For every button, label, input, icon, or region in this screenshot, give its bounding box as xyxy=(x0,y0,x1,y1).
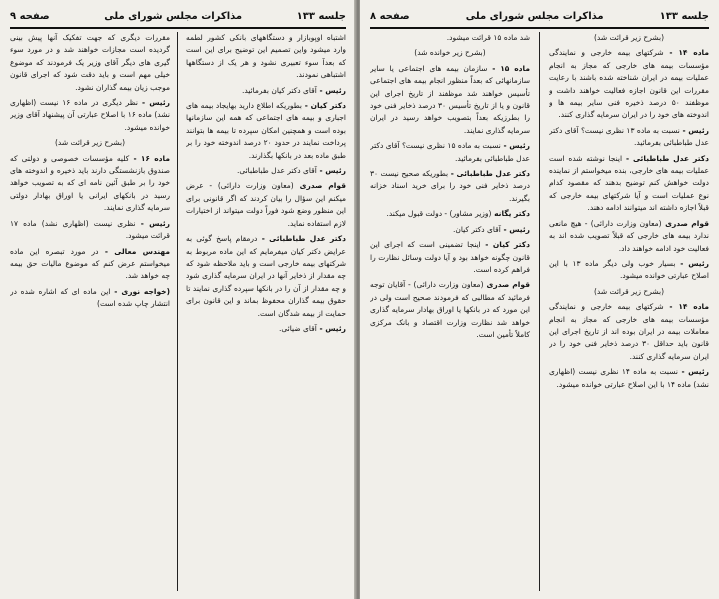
paragraph-text: آقای دکتر عدل طباطبائی. xyxy=(236,166,317,176)
reading-note xyxy=(549,32,709,44)
paragraph xyxy=(186,100,346,162)
paragraph xyxy=(10,97,170,134)
page-number: صفحه ۸ xyxy=(370,10,410,22)
paragraph xyxy=(549,125,709,150)
paragraph-text: نسبت به ماده ۱۳ نظری نیست؟ آقای دکتر عدل طباطبائی بفرمائید. xyxy=(549,125,709,148)
paragraph xyxy=(186,180,346,230)
paragraph xyxy=(186,233,346,320)
paragraph-text: (معاون وزارت دارائی) - هیچ مانعی ندارد بیمه های خارجی که قبلاً تصویب شده اند به فعالیت خود ادامه خواهند داد. xyxy=(549,218,709,253)
column-divider xyxy=(177,32,178,591)
speaker-name: رئیس - xyxy=(675,258,709,268)
paragraph xyxy=(370,168,530,205)
speaker-name: رئیس - xyxy=(500,141,530,151)
paragraph xyxy=(549,258,709,283)
paragraph xyxy=(370,140,530,165)
text-column-right xyxy=(186,32,346,593)
paragraph xyxy=(186,323,346,335)
session-label: جلسه ۱۳۳ xyxy=(296,10,346,22)
paragraph xyxy=(549,47,709,121)
paragraph xyxy=(10,246,170,283)
page-header xyxy=(10,6,346,26)
speaker-name: رئیس - xyxy=(316,323,346,333)
column-divider xyxy=(539,32,540,591)
paragraph-text: اینجا نوشته شده است عملیات بیمه های خارجی، بنده میخواستم از نماینده دولت خواهش کنم توضیح بدهند که مقصود کدام نوع عملیات است و آیا شرکتهای بیمه خارجی که قبلاً اجازه داشته اند میتوانند ادامه دهند. xyxy=(549,153,709,213)
paragraph-text: آقای دکتر کیان بفرمائید. xyxy=(241,85,317,95)
paragraph-text: مقررات دیگری که جهت تفکیک آنها پیش بینی گردیده است مجازات خواهند شد و در مورد سوء گیری های دیگر آقای وزیر یک فرمودند که موضوع خیلی مهم است و باید دقت شود که اجرای قانون موجب زیان بیمه گذاران نشود. xyxy=(10,33,170,92)
paragraph xyxy=(549,301,709,363)
speaker-name: (خواجه نوری - xyxy=(110,286,170,296)
page-header xyxy=(370,6,709,26)
speaker-name: ماده ۱۶ - xyxy=(129,153,170,163)
speaker-name: ماده ۱۴ - xyxy=(663,48,709,58)
paragraph-text: بسیار خوب ولی دیگر ماده ۱۳ با این اصلاح عبارتی خوانده میشود. xyxy=(549,258,709,281)
paragraph xyxy=(370,208,530,220)
paragraph-text: اینجا تضمینی است که اجرای این قانون چگونه خواهد بود و آیا دولت وسائل نظارت را فراهم کرده است. xyxy=(370,240,530,274)
speaker-name: رئیس - xyxy=(135,218,170,228)
speaker-name: دکتر کیان - xyxy=(480,240,530,250)
page-left xyxy=(0,0,356,599)
text-column-right xyxy=(549,32,709,593)
reading-note xyxy=(370,47,530,59)
paragraph xyxy=(370,239,530,276)
page-title: مذاکرات مجلس شورای ملی xyxy=(465,10,604,22)
paragraph xyxy=(549,153,709,215)
speaker-name: دکتر عدل طباطبائی - xyxy=(257,234,346,244)
paragraph xyxy=(549,218,709,255)
paragraph xyxy=(186,32,346,82)
paragraph-text: (معاون وزارت دارائی) - آقایان توجه فرمائید که مطالبی که فرمودند صحیح است ولی در این مورد که در بانکها یا اوراق بهادار سرمایه گذاری خواهد شد نظارت وزارت اقتصاد و بانک مرکزی کاملاً تأمین است. xyxy=(370,280,530,339)
paragraph-text: شرکتهای بیمه خارجی و نمایندگی مؤسسات بیمه های خارجی که مجاز به انجام معاملات بیمه در ایران بوده اند از تاریخ اجرای این قانون باید حداقل ۳۰ درصد ذخایر فنی خود را در ایران سرمایه گذاری کنند. xyxy=(549,302,709,361)
paragraph-text: کلیه مؤسسات خصوصی و دولتی که صندوق بازنشستگی دارند باید ذخیره و اندوخته های خود را بر طبق آئین نامه ای که به تصویب خواهد رسید در بانکهای ایرانی یا اوراق بهادار دولتی سرمایه گذاری نمایند. xyxy=(10,153,170,213)
paragraph-text: آقای دکتر کیان. xyxy=(452,224,501,234)
speaker-name: قوام صدری xyxy=(293,181,346,191)
paragraph xyxy=(370,224,530,236)
speaker-name: ماده ۱۴ - xyxy=(663,302,709,312)
speaker-name: مهندس معالی - xyxy=(98,246,170,256)
page-right xyxy=(360,0,719,599)
paragraph xyxy=(549,366,709,391)
session-label: جلسه ۱۳۳ xyxy=(659,10,709,22)
paragraph xyxy=(370,32,530,44)
paragraph-text: (معاون وزارت دارائی) - عرض میکنم این سؤال را بیان کردند که اگر قانونی برای این منظور وضع شود فوراً دولت میتواند از اختیارات لازم استفاده نماید. xyxy=(186,181,346,228)
reading-note xyxy=(549,286,709,298)
paragraph-text: (بشرح زیر قرائت شد) xyxy=(593,286,665,296)
paragraph-text: در مورد تبصره این ماده میخواستم عرض کنم که موضوع مالیات حق بیمه چه خواهد شد. xyxy=(10,246,170,281)
paragraph-text: آقای ضیائی. xyxy=(279,323,317,333)
paragraph xyxy=(370,63,530,137)
paragraph xyxy=(10,32,170,94)
speaker-name: قوام صدری xyxy=(483,280,530,290)
paragraph-text: نسبت به ماده ۱۴ نظری نیست (اظهاری نشد) ماده ۱۴ با این اصلاح عبارتی خوانده میشود. xyxy=(549,367,709,389)
paragraph-text: سازمان بیمه های اجتماعی یا سایر سازمانهائی که بعداً منظور انجام بیمه های اجتماعی تأسیس خواهند شد موظفند از تاریخ اجرای این قانون و یا از تاریخ تأسیس ۳۰ درصد ذخایر فنی خود را بطرزیکه بعداً بتصویب خواهد رسید در ایران سرمایه گذاری نمایند. xyxy=(370,63,530,135)
page-title: مذاکرات مجلس شورای ملی xyxy=(104,10,243,22)
paragraph xyxy=(370,279,530,341)
speaker-name: دکتر عدل طباطبائی - xyxy=(622,153,709,163)
paragraph-text: شد ماده ۱۵ قرائت میشود. xyxy=(446,33,530,42)
speaker-name: رئیس - xyxy=(316,166,346,176)
speaker-name: دکتر یگانه xyxy=(491,209,530,219)
paragraph xyxy=(10,218,170,243)
paragraph xyxy=(186,165,346,177)
paragraph-text: نظر دیگری در ماده ۱۶ نیست (اظهاری نشد) ماده ۱۶ با اصلاح عبارتی آن پیشنهاد آقای وزیر خوانده میشود. xyxy=(10,98,170,132)
paragraph xyxy=(10,286,170,311)
paragraph-text: بطوریکه صحیح نیست ۳۰ درصد ذخایر فنی خود را برای خرید اسناد خزانه بگیرند. xyxy=(370,169,530,203)
paragraph-text: اشتباه اوپوبازار و دستگاههای بانکی کشور لطمه وارد میشود واین تصمیم این توضیح برای این است که بعدآ سوء تعبیری نشود و هر یک از دستگاهها اشتباهی نمودند. xyxy=(186,33,346,80)
text-column-left xyxy=(370,32,530,593)
speaker-name: رئیس - xyxy=(316,85,346,95)
paragraph-text: (بشرح زیر قرائت شد) xyxy=(54,138,126,148)
paragraph xyxy=(10,153,170,215)
paragraph-text: شرکتهای بیمه خارجی و نمایندگی مؤسسات بیمه های خارجی که مجاز به انجام عملیات بیمه در ایران شناخته شده باشند با رعایت مقررات این قانون اجازه فعالیت خواهند داشت و موظفند ۵۰ درصد ذخیره فنی سایر بیمه ها و اندوخته های خود را در ایران سرمایه گذاری کنند. xyxy=(549,48,709,120)
header-rule xyxy=(10,27,346,29)
paragraph-text: نسبت به ماده ۱۵ نظری نیست؟ آقای دکتر عدل طباطبائی بفرمائید. xyxy=(370,141,530,163)
speaker-name: رئیس - xyxy=(500,224,530,234)
speaker-name: رئیس - xyxy=(679,125,709,135)
page-number: صفحه ۹ xyxy=(10,10,50,22)
paragraph xyxy=(186,85,346,97)
paragraph-text: درمقام پاسخ گوئی به عرایض دکتر کیان میفرمایم که این ماده مربوط به شرکتهای بیمه خارجی است و باید ملاحظه شود که چه مقدار از ذخایر آنها در ایران سرمایه گذاری شود و چه مقدار از آن را در بانکها سپرده گذاری نمایند تا حقوق بیمه گذاران محفوظ بماند و این قانون برای حمایت از بیمه شدگان است. xyxy=(186,234,346,318)
text-column-left xyxy=(10,32,170,593)
paragraph-text: بطوریکه اطلاع دارید بهایجاد بیمه های اجباری و بیمه های اجتماعی که همه این سازمانها بوده است و همچنین امکان سپرده تا بیمه ها بتوانند پرداخت نمایند در حدود ۲۰ درصد اندوخته خود را بر طبق ماده بعد در بانکها بگذارند. xyxy=(186,101,346,160)
paragraph-text: (وزیر مشاور) - دولت قبول میکند. xyxy=(386,209,492,219)
speaker-name: ماده ۱۵ - xyxy=(487,63,530,73)
header-rule xyxy=(370,27,709,29)
paragraph-text: نظری نیست (اظهاری نشد) ماده ۱۷ قرائت میشود. xyxy=(10,218,170,241)
speaker-name: رئیس - xyxy=(138,98,170,108)
speaker-name: رئیس - xyxy=(677,367,709,377)
reading-note xyxy=(10,137,170,149)
paragraph-text: (بشرح زیر قرائت شد) xyxy=(593,33,665,42)
paragraph-text: این ماده ای که اشاره شده در انتشار چاپ شده است) xyxy=(10,286,170,309)
speaker-name: قوام صدری xyxy=(661,218,709,228)
speaker-name: دکتر کیان - xyxy=(301,101,346,111)
speaker-name: دکتر عدل طباطبائی - xyxy=(448,169,530,179)
paragraph-text: (بشرح زیر خوانده شد) xyxy=(414,48,486,58)
